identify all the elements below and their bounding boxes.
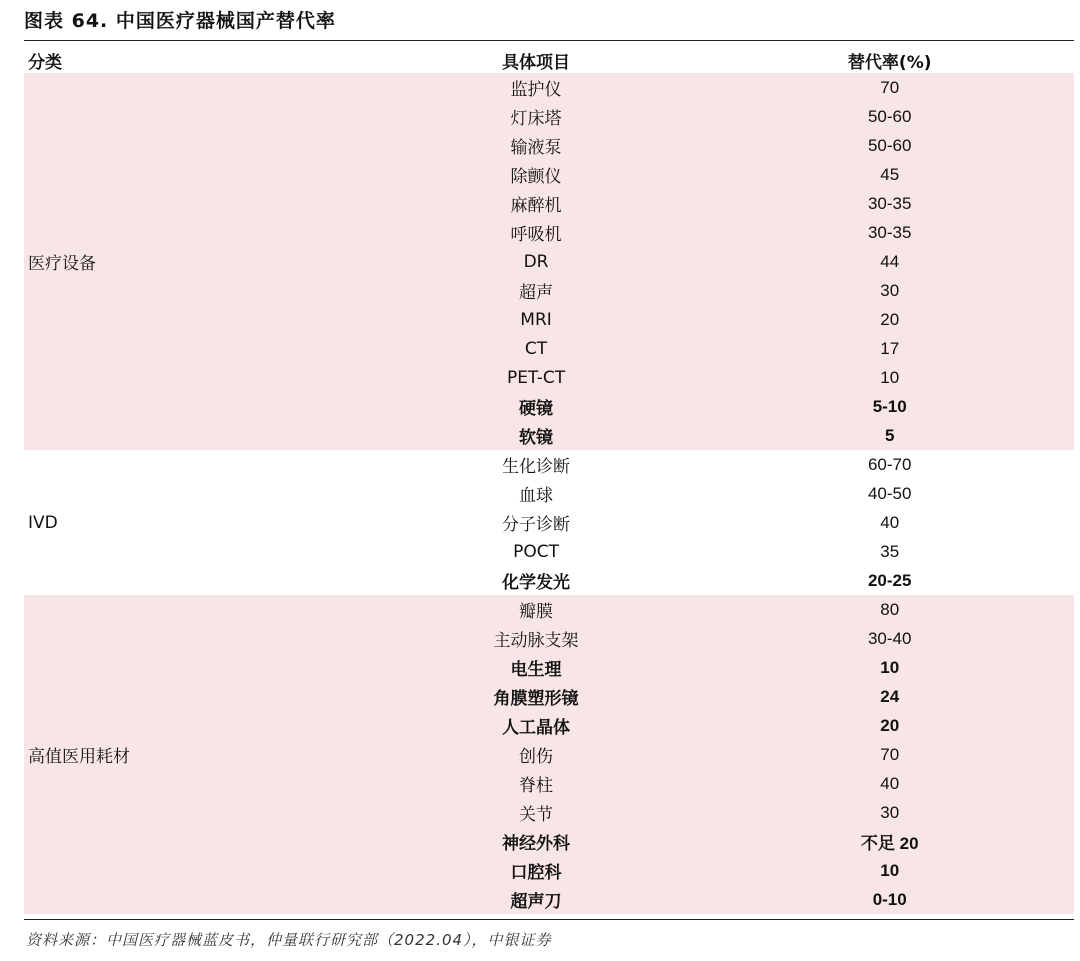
item-cell: 分子诊断: [367, 508, 706, 537]
item-cell: 硬镜: [367, 392, 706, 421]
item-cell: 神经外科: [367, 827, 706, 856]
rate-cell: 17: [705, 334, 1074, 363]
item-cell: 超声刀: [367, 885, 706, 914]
rate-cell: 45: [705, 160, 1074, 189]
item-cell: 呼吸机: [367, 218, 706, 247]
item-cell: DR: [367, 247, 706, 276]
rate-cell: 30: [705, 276, 1074, 305]
item-cell: 生化诊断: [367, 450, 706, 479]
item-cell: 脊柱: [367, 769, 706, 798]
item-cell: 软镜: [367, 421, 706, 450]
item-cell: 角膜塑形镜: [367, 682, 706, 711]
table-row: [24, 595, 1074, 624]
top-rule: [24, 40, 1074, 41]
rate-cell: 10: [705, 653, 1074, 682]
rate-cell: 0-10: [705, 885, 1074, 914]
item-cell: 创伤: [367, 740, 706, 769]
item-cell: 化学发光: [367, 566, 706, 595]
item-cell: 人工晶体: [367, 711, 706, 740]
source-note: 资料来源：中国医疗器械蓝皮书，仲量联行研究部（2022.04），中银证券: [26, 931, 552, 949]
rate-cell: 30-35: [705, 218, 1074, 247]
rate-cell: 70: [705, 740, 1074, 769]
rate-cell: 40: [705, 508, 1074, 537]
rate-cell: 不足 20: [705, 827, 1074, 856]
table-row: [24, 450, 1074, 479]
rate-cell: 35: [705, 537, 1074, 566]
substitution-rate-table: [24, 47, 1074, 914]
item-cell: 主动脉支架: [367, 624, 706, 653]
rate-cell: 20: [705, 711, 1074, 740]
header-item: 具体项目: [502, 52, 571, 73]
item-cell: POCT: [367, 537, 706, 566]
rate-cell: 30: [705, 798, 1074, 827]
item-cell: MRI: [367, 305, 706, 334]
item-cell: PET-CT: [367, 363, 706, 392]
rate-cell: 30-40: [705, 624, 1074, 653]
rate-cell: 5-10: [705, 392, 1074, 421]
category-cell: 高值医用耗材: [24, 595, 367, 914]
item-cell: 关节: [367, 798, 706, 827]
rate-cell: 60-70: [705, 450, 1074, 479]
table-header-row: [24, 47, 1074, 73]
item-cell: 超声: [367, 276, 706, 305]
rate-cell: 10: [705, 363, 1074, 392]
item-cell: 瓣膜: [367, 595, 706, 624]
header-category: 分类: [28, 52, 62, 73]
rate-cell: 70: [705, 73, 1074, 102]
rate-cell: 80: [705, 595, 1074, 624]
item-cell: 输液泵: [367, 131, 706, 160]
rate-cell: 5: [705, 421, 1074, 450]
rate-cell: 50-60: [705, 131, 1074, 160]
item-cell: 除颤仪: [367, 160, 706, 189]
item-cell: 麻醉机: [367, 189, 706, 218]
table-body: [24, 73, 1074, 914]
rate-cell: 40: [705, 769, 1074, 798]
category-cell: IVD: [24, 450, 367, 595]
item-cell: 血球: [367, 479, 706, 508]
rate-cell: 10: [705, 856, 1074, 885]
rate-cell: 24: [705, 682, 1074, 711]
category-cell: 医疗设备: [24, 73, 367, 450]
bottom-rule: [24, 919, 1074, 920]
item-cell: CT: [367, 334, 706, 363]
rate-cell: 30-35: [705, 189, 1074, 218]
item-cell: 灯床塔: [367, 102, 706, 131]
item-cell: 监护仪: [367, 73, 706, 102]
header-rate: 替代率(%): [847, 52, 932, 73]
item-cell: 电生理: [367, 653, 706, 682]
rate-cell: 44: [705, 247, 1074, 276]
rate-cell: 20: [705, 305, 1074, 334]
figure-title: 图表 64. 中国医疗器械国产替代率: [24, 10, 336, 32]
rate-cell: 40-50: [705, 479, 1074, 508]
rate-cell: 50-60: [705, 102, 1074, 131]
table-row: [24, 73, 1074, 102]
rate-cell: 20-25: [705, 566, 1074, 595]
item-cell: 口腔科: [367, 856, 706, 885]
